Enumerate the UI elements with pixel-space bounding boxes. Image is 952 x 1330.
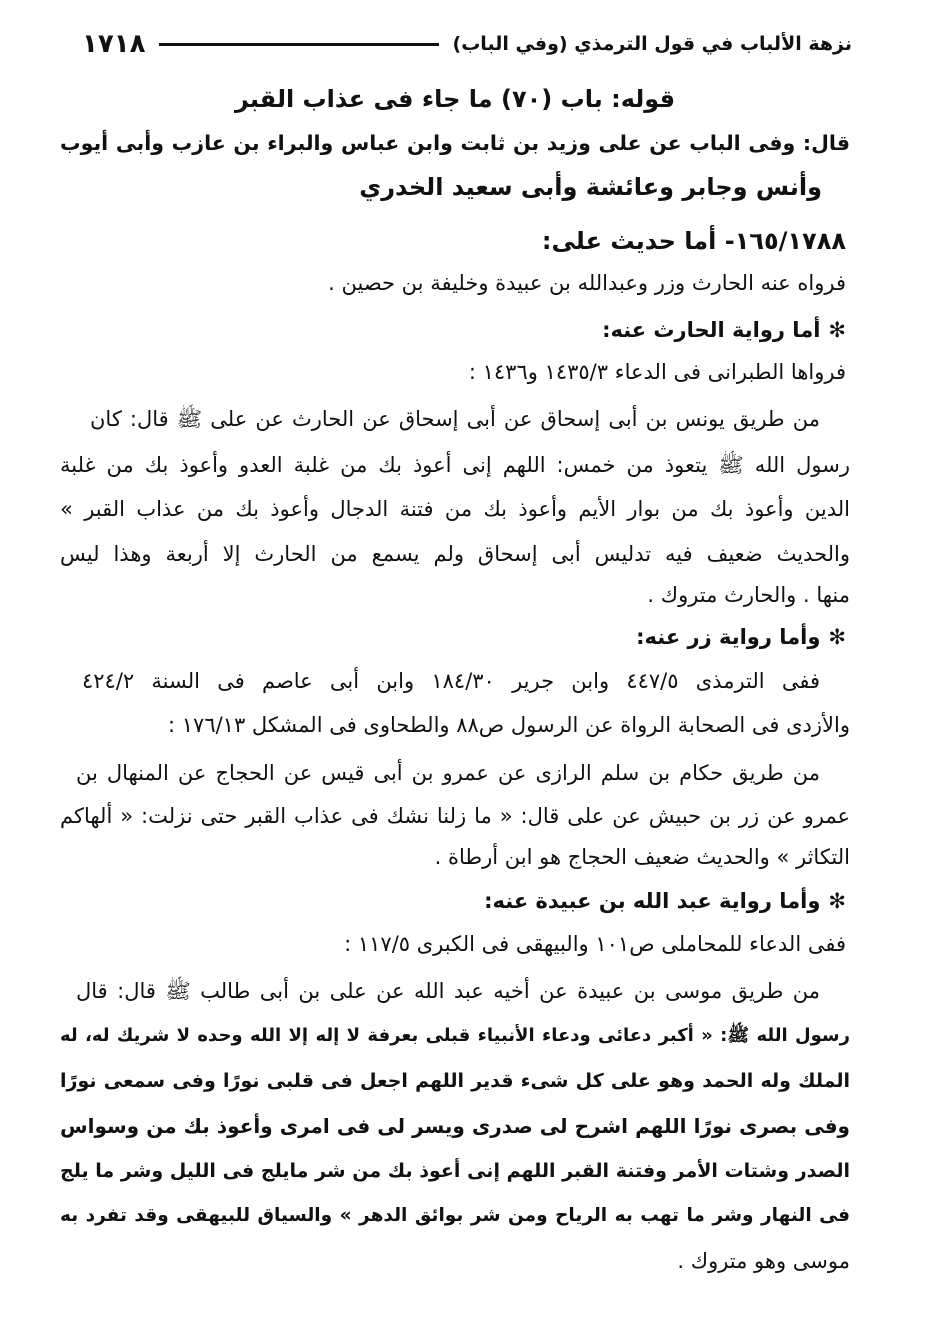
asterisk-icon: ✻ bbox=[828, 318, 846, 342]
harith-line: من طريق يونس بن أبى إسحاق عن أبى إسحاق عن الحارث عن على ﷺ قال: كان bbox=[90, 407, 820, 431]
section-summary: فرواه عنه الحارث وزر وعبدالله بن عبيدة وخليفة بن حصين . bbox=[328, 271, 846, 295]
zirr-heading-text: وأما رواية زر عنه: bbox=[636, 625, 821, 649]
section-heading: ١٦٥/١٧٨٨- أما حديث على: bbox=[541, 227, 846, 255]
harith-line: رسول الله ﷺ يتعوذ من خمس: اللهم إنى أعوذ بك من غلبة العدو وأعوذ بك من غلبة bbox=[60, 453, 850, 477]
zirr-line: التكاثر » والحديث ضعيف الحجاج هو ابن أرطاة . bbox=[434, 845, 850, 869]
intro-line-2: وأنس وجابر وعائشة وأبى سعيد الخدري bbox=[359, 173, 822, 201]
page-header bbox=[82, 24, 852, 64]
ubayda-line: من طريق موسى بن عبيدة عن أخيه عبد الله عن على بن أبى طالب ﷺ قال: قال bbox=[76, 979, 820, 1003]
ubayda-line: وفى بصرى نورًا اللهم اشرح لى صدرى ويسر لى فى امرى وأعوذ بك من وسواس bbox=[60, 1114, 850, 1138]
zirr-line: من طريق حكام بن سلم الرازى عن عمرو بن أبى قيس عن الحجاج عن المنهال بن bbox=[76, 761, 820, 785]
zirr-line: عمرو عن زر بن حبيش عن على قال: « ما زلنا نشك فى عذاب القبر حتى نزلت: « ألهاكم bbox=[60, 804, 850, 828]
asterisk-icon: ✻ bbox=[828, 625, 846, 649]
ubayda-line: الصدر وشتات الأمر وفتنة القبر اللهم إنى أعوذ بك من شر مايلج فى الليل وشر ما يلج bbox=[60, 1160, 850, 1182]
ubayda-line: فى النهار وشر ما تهب به الرياح ومن شر بوائق الدهر » والسياق للبيهقى وقد تفرد به bbox=[60, 1205, 850, 1226]
harith-line: والحديث ضعيف فيه تدليس أبى إسحاق ولم يسمع من الحارث إلا أربعة وهذا ليس bbox=[60, 542, 850, 566]
asterisk-icon: ✻ bbox=[828, 889, 846, 913]
harith-line: منها . والحارث متروك . bbox=[647, 583, 850, 607]
header-rule bbox=[159, 43, 438, 46]
harith-source: فرواها الطبرانى فى الدعاء ١٤٣٥/٣ و١٤٣٦ : bbox=[468, 360, 846, 384]
ubayda-heading-text: وأما رواية عبد الله بن عبيدة عنه: bbox=[484, 889, 821, 913]
harith-heading-text: أما رواية الحارث عنه: bbox=[602, 318, 821, 342]
zirr-source-line: والأزدى فى الصحابة الرواة عن الرسول ص٨٨ والطحاوى فى المشكل ١٧٦/١٣ : bbox=[168, 713, 850, 737]
intro-line-1: قال: وفى الباب عن على وزيد بن ثابت وابن عباس والبراء بن عازب وأبى أيوب bbox=[60, 131, 850, 155]
ubayda-line: موسى وهو متروك . bbox=[677, 1249, 850, 1273]
page-number: ١٧١٨ bbox=[82, 29, 146, 59]
zirr-source-line: ففى الترمذى ٤٤٧/٥ وابن جرير ١٨٤/٣٠ وابن أبى عاصم فى السنة ٤٢٤/٢ bbox=[82, 669, 820, 693]
running-title: نزهة الألباب في قول الترمذي (وفي الباب) bbox=[452, 33, 852, 55]
ubayda-line: رسول الله ﷺ: « أكبر دعائى ودعاء الأنبياء قبلى بعرفة لا إله إلا الله وحده لا شريك له، له bbox=[60, 1025, 850, 1046]
ubayda-heading bbox=[484, 884, 846, 918]
zirr-heading bbox=[636, 620, 846, 654]
harith-heading bbox=[602, 313, 846, 347]
harith-line: الدين وأعوذ بك من بوار الأيم وأعوذ بك من فتنة الدجال وأعوذ بك من عذاب القبر » bbox=[60, 497, 850, 521]
ubayda-source: ففى الدعاء للمحاملى ص١٠١ والبيهقى فى الكبرى ١١٧/٥ : bbox=[344, 932, 846, 956]
ubayda-line: الملك وله الحمد وهو على كل شىء قدير اللهم اجعل فى قلبى نورًا وفى سمعى نورًا bbox=[60, 1070, 850, 1092]
chapter-heading: قوله: باب (٧٠) ما جاء فى عذاب القبر bbox=[234, 85, 676, 113]
